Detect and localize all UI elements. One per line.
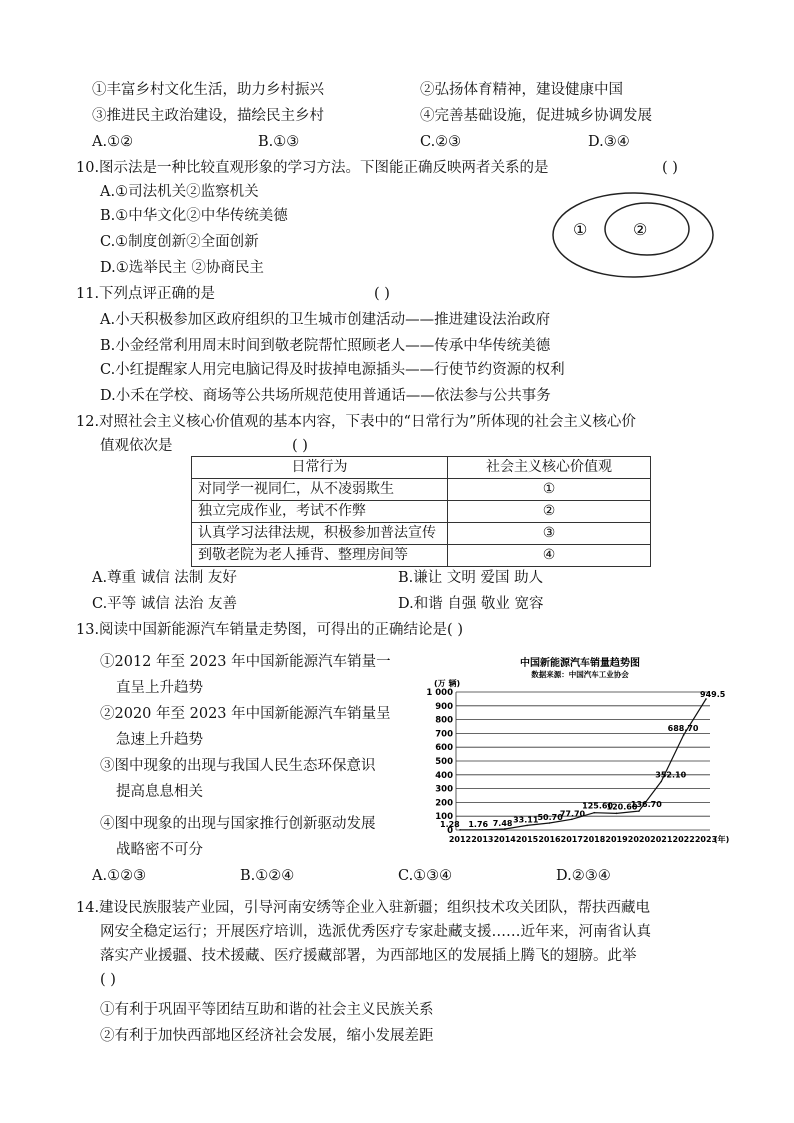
q9-option-b: B.①③ [258,134,300,150]
data-point [549,822,551,824]
chart-title: 中国新能源汽车销量趋势图 [520,658,640,669]
data-label: 949.5 [700,689,726,699]
q13-option-d: D.②③④ [556,868,611,884]
x-tick-label: 2015 [515,835,539,844]
y-tick-label: 400 [435,770,453,781]
y-tick-label: 1 000 [426,688,453,698]
q11-option-b: B.小金经常利用周末时间到敬老院帮忙照顾老人——传承中华传统美德 [100,338,551,354]
q13-statement-4a: ④图中现象的出现与国家推行创新驱动发展 [100,816,376,832]
behavior-cell: 认真学习法律法规，积极参加普法宣传 [192,523,448,545]
q13-statement-2b: 急速上升趋势 [116,732,203,748]
header-value: 社会主义核心价值观 [448,457,651,479]
x-tick-label: 2014 [493,835,516,844]
values-table [191,456,651,567]
y-tick-label: 900 [435,701,453,712]
venn-inner-label: ② [633,220,648,239]
x-tick-label: 2013 [471,835,494,844]
behavior-cell: 到敬老院为老人捶背、整理房间等 [192,545,448,567]
q9-statement-4: ④完善基础设施，促进城乡协调发展 [420,108,652,124]
q9-option-a: A.①② [92,134,134,150]
x-tick-label: 2020 [627,835,651,844]
q9-option-c: C.②③ [420,134,462,150]
table-row [192,545,651,567]
value-cell: ② [448,501,651,523]
behavior-cell: 对同学一视同仁，从不凌弱欺生 [192,479,448,501]
venn-outer-label: ① [573,220,588,239]
table-header-row [192,457,651,479]
y-tick-label: 100 [435,812,453,823]
header-behavior: 日常行为 [192,457,448,479]
y-tick-label: 600 [435,743,453,754]
q14-statement-1: ①有利于巩固平等团结互助和谐的社会主义民族关系 [100,1002,434,1018]
x-tick-label: 2012 [448,835,472,844]
data-label: 7.48 [492,818,513,828]
x-tick-label: 2023 [694,835,718,844]
chart-subtitle: 数据来源：中国汽车工业协会 [531,670,629,679]
y-tick-label: 700 [435,729,453,740]
q10-option-a: A.①司法机关②监察机关 [100,184,259,200]
q14-answer-paren: ( ) [100,972,116,988]
q11-option-c: C.小红提醒家人用完电脑记得及时拔掉电源插头——行使节约资源的权利 [100,362,565,378]
data-point [660,781,662,783]
data-point [571,818,573,820]
table-row [192,501,651,523]
q11-answer-paren: ( ) [374,286,390,302]
table-row [192,479,651,501]
y-tick-label: 0 [447,826,453,836]
data-label: 1.76 [468,819,489,829]
q12-answer-paren: ( ) [292,438,308,454]
q12-stem-line2: 值观依次是 [100,438,173,454]
q9-statement-1: ①丰富乡村文化生活，助力乡村振兴 [92,82,324,98]
x-tick-label: 2022 [672,835,695,844]
x-tick-label: 2021 [650,835,673,844]
data-label: 120.60 [606,802,638,812]
q11-option-a: A.小天积极参加区政府组织的卫生城市创建活动——推进建设法治政府 [100,312,551,328]
x-tick-label: 2019 [605,835,628,844]
q13-statement-4b: 战略密不可分 [116,842,203,858]
y-tick-label: 800 [435,715,453,726]
value-cell: ④ [448,545,651,567]
q10-option-c: C.①制度创新②全面创新 [100,234,259,250]
q12-option-b: B.谦让 文明 爱国 助人 [398,570,544,586]
q9-statement-2: ②弘扬体育精神，建设健康中国 [420,82,623,98]
q13-statement-3a: ③图中现象的出现与我国人民生态环保意识 [100,758,376,774]
y-tick-label: 500 [435,757,453,767]
data-point [593,812,595,814]
data-point [482,829,484,831]
q12-option-d: D.和谐 自强 敬业 宽容 [398,596,544,612]
q13-statement-1b: 直呈上升趋势 [116,680,203,696]
q14-stem-line2: 网安全稳定运行；开展医疗培训，选派优秀医疗专家赴藏支援……近年来，河南省认真 [100,924,651,940]
data-point [459,829,461,831]
data-point [638,810,640,812]
data-label: 136.70 [630,800,662,810]
sales-trend-chart [422,652,736,848]
data-point [683,734,685,736]
value-cell: ① [448,479,651,501]
q12-option-a: A.尊重 诚信 法制 友好 [92,570,237,586]
data-label: 352.10 [655,770,687,780]
y-tick-label: 200 [435,798,453,809]
data-label: 77.70 [559,809,586,819]
x-tick-label: 2016 [538,835,561,844]
data-point [526,825,528,827]
q14-stem-line3: 落实产业援疆、技术援藏、医疗援藏部署，为西部地区的发展插上腾飞的翅膀。此举 [100,948,637,964]
q9-option-d: D.③④ [588,134,630,150]
data-point [616,813,618,815]
q14-statement-2: ②有利于加快西部地区经济社会发展，缩小发展差距 [100,1028,434,1044]
behavior-cell: 独立完成作业，考试不作弊 [192,501,448,523]
q13-option-c: C.①③④ [398,868,453,884]
q10-answer-paren: ( ) [662,160,678,176]
q10-option-b: B.①中华文化②中华传统美德 [100,208,288,224]
q13-statement-1a: ①2012 年至 2023 年中国新能源汽车销量一 [100,654,391,670]
table-row [192,523,651,545]
q9-statement-3: ③推进民主政治建设，描绘民主乡村 [92,108,324,124]
q13-stem: 13.阅读中国新能源汽车销量走势图，可得出的正确结论是( ) [76,622,463,638]
data-label: 33.11 [513,815,539,825]
x-axis-label: (年) [714,835,730,844]
q11-stem: 11.下列点评正确的是 [76,286,216,302]
data-label: 50.70 [537,813,563,823]
q13-statement-2a: ②2020 年至 2023 年中国新能源汽车销量呈 [100,706,391,722]
data-label: 1.28 [440,819,460,829]
value-cell: ③ [448,523,651,545]
data-point [504,828,506,830]
venn-diagram [551,190,715,280]
q13-option-a: A.①②③ [92,868,147,884]
q13-statement-3b: 提高息息相关 [116,784,203,800]
q11-option-d: D.小禾在学校、商场等公共场所规范使用普通话——依法参与公共事务 [100,388,551,404]
data-label: 688.70 [667,723,699,733]
q13-option-b: B.①②④ [240,868,295,884]
q10-option-d: D.①选举民主 ②协商民主 [100,260,264,276]
y-tick-label: 300 [435,784,453,795]
q10-stem: 10.图示法是一种比较直观形象的学习方法。下图能正确反映两者关系的是 [76,160,549,176]
q12-stem-line1: 12.对照社会主义核心价值观的基本内容，下表中的“日常行为”所体现的社会主义核心价 [76,414,636,430]
q14-stem-line1: 14.建设民族服装产业园，引导河南安绣等企业入驻新疆；组织技术攻关团队，帮扶西藏电 [76,900,651,916]
y-axis-label: (万 辆) [434,679,461,688]
x-tick-label: 2018 [583,835,606,844]
x-tick-label: 2017 [560,835,583,844]
q12-option-c: C.平等 诚信 法治 友善 [92,596,238,612]
data-label: 125.60 [582,801,614,811]
